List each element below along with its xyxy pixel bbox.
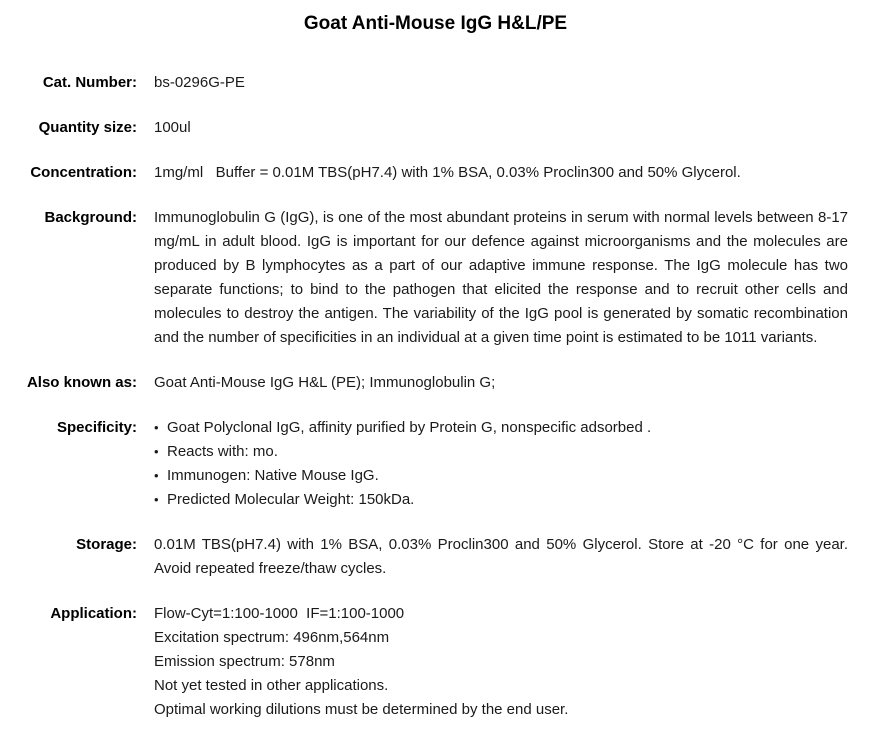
field-label-application: Application: [50,605,137,622]
specificity-bullet-text: Immunogen: Native Mouse IgG. [167,467,379,484]
specificity-bullet-item [154,488,848,512]
application-line: Flow-Cyt=1:100-1000 IF=1:100-1000 [154,605,405,622]
field-value-application [154,602,848,722]
field-value-quantity-size: 100ul [154,119,191,136]
specificity-bullet-item [154,464,848,488]
specificity-bullet-item [154,416,848,440]
field-label-also-known-as: Also known as: [26,374,137,391]
bullet-icon: • [154,468,159,483]
application-line: Optimal working dilutions must be determined by the end user. [154,701,569,718]
field-label-cat-number: Cat. Number: [42,74,137,91]
field-label-background: Background: [44,209,137,226]
field-row-storage [0,533,871,581]
field-row-also-known-as [0,371,871,395]
bullet-icon: • [154,492,159,507]
field-value-cat-number: bs-0296G-PE [154,74,245,91]
bullet-icon: • [154,444,159,459]
field-label-quantity-size: Quantity size: [38,119,137,136]
field-value-also-known-as: Goat Anti-Mouse IgG H&L (PE); Immunoglobulin G; [154,374,496,391]
field-value-background: Immunoglobulin G (IgG), is one of the most abundant proteins in serum with normal levels between 8-17 mg/mL in adult blood. IgG is important for our defence against microorganisms and the molecules are produced by B lymphocytes as a part of our adaptive immune response. The IgG molecule has two separate functions; to bind to the pathogen that elicited the response and to recruit other cells and molecules to destroy the antigen. The variability of the IgG pool is generated by somatic recombination and the number of specificities in an individual at a given time point is estimated to be 1011 variants. [154,209,848,346]
specificity-bullet-item [154,440,848,464]
field-row-cat-number [0,71,871,95]
field-value-specificity [154,416,848,512]
specificity-bullet-text: Goat Polyclonal IgG, affinity purified by Protein G, nonspecific adsorbed . [167,419,652,436]
bullet-icon: • [154,420,159,435]
field-value-storage: 0.01M TBS(pH7.4) with 1% BSA, 0.03% Proclin300 and 50% Glycerol. Store at -20 °C for one year. Avoid repeated freeze/thaw cycles. [154,536,848,577]
application-line: Not yet tested in other applications. [154,677,389,694]
field-label-storage: Storage: [76,536,137,553]
field-row-background [0,206,871,350]
application-line: Excitation spectrum: 496nm,564nm [154,629,390,646]
field-row-quantity-size [0,116,871,140]
datasheet-body [0,71,871,722]
field-label-concentration: Concentration: [30,164,137,181]
page-title: Goat Anti-Mouse IgG H&L/PE [303,13,568,34]
specificity-bullet-text: Predicted Molecular Weight: 150kDa. [167,491,415,508]
application-line: Emission spectrum: 578nm [154,653,335,670]
field-label-specificity: Specificity: [56,419,137,436]
specificity-bullet-text: Reacts with: mo. [167,443,278,460]
field-row-specificity [0,416,871,512]
field-row-application [0,602,871,722]
field-value-concentration: 1mg/ml Buffer = 0.01M TBS(pH7.4) with 1% BSA, 0.03% Proclin300 and 50% Glycerol. [154,164,741,181]
field-row-concentration [0,161,871,185]
